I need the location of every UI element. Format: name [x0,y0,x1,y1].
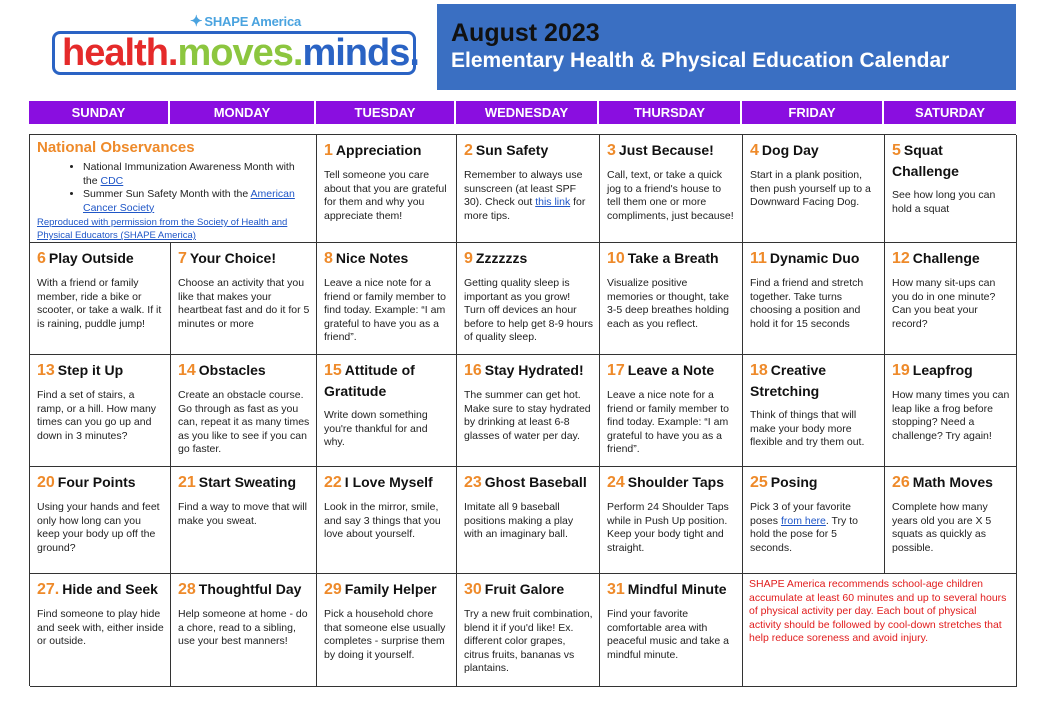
day-description: How many sit-ups can you do in one minute? Can you beat your record? [892,277,996,330]
day-title: I Love Myself [344,474,433,490]
day-number: 2 [464,142,473,159]
day-heading [464,248,593,269]
poses-link[interactable]: from here [780,514,826,527]
day-title: Mindful Minute [627,581,727,597]
day-title: Leapfrog [912,362,973,378]
day-description: Write down something you're thankful for and why. [324,409,428,448]
day-cell-28 [171,574,317,687]
weekday-sunday: SUNDAY [29,101,170,124]
day-heading [37,472,164,493]
day-number: 11 [750,250,767,267]
day-number: 12 [892,250,910,267]
day-cell-5 [885,135,1017,243]
day-title: Play Outside [48,250,134,266]
day-number: 25 [750,474,768,491]
day-description: Find a friend and stretch together. Take turns choosing a position and hold it for 15 seconds [750,277,864,330]
observances-list [37,161,310,215]
day-description: With a friend or family member, ride a bike or scooter, or take a walk. If it is raining, puddle jump! [37,277,162,330]
day-title: Stay Hydrated! [484,362,584,378]
day-description-text: Pick 3 of your favorite poses [750,501,851,527]
day-number: 3 [607,142,616,159]
day-heading [607,360,736,381]
day-number: 1 [324,142,333,159]
day-title: Hide and Seek [62,581,158,597]
day-cell-21 [171,467,317,574]
day-description: Think of things that will make your body more flexible and try them out. [750,409,865,448]
observance-item [83,188,310,215]
day-number: 4 [750,142,759,159]
day-title: Obstacles [198,362,266,378]
day-description: Leave a nice note for a friend or family member to find today. Example: “I am grateful to have you as a friend”. [607,389,729,455]
day-title: Family Helper [344,581,437,597]
day-cell-9 [457,243,600,355]
day-heading [178,472,310,493]
day-number: 5 [892,142,901,159]
day-cell-16 [457,355,600,467]
day-title: Zzzzzzs [475,250,528,266]
day-title: Your Choice! [189,250,276,266]
observance-item [83,161,310,188]
day-number: 17 [607,362,625,379]
weekday-friday: FRIDAY [742,101,884,124]
day-cell-24 [600,467,743,574]
day-heading [37,360,164,381]
day-title: Leave a Note [627,362,715,378]
weekday-tuesday: TUESDAY [316,101,456,124]
shape-america-label: SHAPE America [204,14,302,29]
logo-wordmark [62,31,419,75]
day-cell-1 [317,135,457,243]
page-subtitle: Elementary Health & Physical Education Calendar [451,49,950,72]
day-title: Sun Safety [475,142,549,158]
day-number: 6 [37,250,46,267]
day-description: See how long you can hold a squat [892,189,996,215]
day-number: 19 [892,362,910,379]
day-heading [178,579,310,600]
observance-text: Summer Sun Safety Month with the [83,188,251,200]
day-number: 15 [324,362,342,379]
day-number: 13 [37,362,55,379]
day-title: Shoulder Taps [627,474,724,490]
day-cell-22 [317,467,457,574]
day-number: 8 [324,250,333,267]
day-description: Find your favorite comfortable area with peaceful music and take a mindful minute. [607,608,729,661]
day-cell-15 [317,355,457,467]
day-cell-23 [457,467,600,574]
weekday-header-row [29,101,1016,124]
day-number: 7 [178,250,187,267]
logo-word-minds: minds. [302,32,419,74]
day-description: Leave a nice note for a friend or family member to find today. Example: “I am grateful to have you as a friend”. [324,277,446,343]
day-cell-4 [743,135,885,243]
day-title: Start Sweating [198,474,297,490]
day-description: How many times you can leap like a frog before stopping? Need a challenge? Try again! [892,389,1010,442]
title-banner [437,4,1016,90]
day-heading [464,579,593,600]
day-heading [178,360,310,381]
day-cell-26 [885,467,1017,574]
day-number: 18 [750,362,768,379]
day-heading [464,140,593,161]
day-description-text: . Try to hold the pose for 5 seconds. [750,514,858,554]
day-cell-11 [743,243,885,355]
day-description [750,501,878,555]
day-heading [464,472,593,493]
day-description: Getting quality sleep is important as you grow! Turn off devices an hour before to help get 8-9 hours of quality sleep. [464,277,594,343]
day-cell-27 [30,574,171,687]
day-cell-20 [30,467,171,574]
logo-word-health: health. [62,32,178,74]
activity-recommendation-note [743,574,1017,687]
day-cell-12 [885,243,1017,355]
day-description: Tell someone you care about that you are grateful for them and why you appreciate them! [324,169,447,222]
day-title: Thoughtful Day [198,581,302,597]
day-number: 30 [464,581,482,598]
day-description: Complete how many years old you are X 5 squats as quickly as possible. [892,501,992,554]
day-heading [750,472,878,493]
day-cell-8 [317,243,457,355]
day-description-text: Remember to always use sunscreen (at least SPF 30). Check out [464,169,583,208]
day-description: Create an obstacle course. Go through as fast as you can, repeat it as many times as you like to see if you can go faster. [178,389,310,455]
day-cell-18 [743,355,885,467]
day-cell-2 [457,135,600,243]
day-heading [178,248,310,269]
day-title: Attitude of Gratitude [324,362,415,399]
day-heading [324,472,450,493]
national-observances-cell [30,135,317,243]
day-title: Take a Breath [627,250,719,266]
cdc-link[interactable]: CDC [100,174,124,187]
day-title: Ghost Baseball [484,474,587,490]
day-heading [324,248,450,269]
day-description: Find a way to move that will make you sweat. [178,501,307,527]
day-title: Challenge [912,250,980,266]
day-number: 29 [324,581,342,598]
day-heading [892,360,1010,381]
day-heading [607,140,736,161]
day-description: Find someone to play hide and seek with, either inside or outside. [37,608,164,647]
day-description: Pick a household chore that someone else usually completes - surprise them by doing it yourself. [324,608,446,661]
health-moves-minds-logo [52,10,422,80]
day-title: Dog Day [761,142,819,158]
day-heading [892,248,1010,269]
day-description: Using your hands and feet only how long can you keep your body up off the ground? [37,501,160,554]
day-number: 22 [324,474,342,491]
day-number: 27. [37,581,60,598]
day-heading [324,360,450,401]
day-title: Appreciation [335,142,422,158]
star-person-icon: ✦ [190,13,203,30]
reproduced-with-permission-link[interactable]: Reproduced with permission from the Society of Health and Physical Educators (SHAPE America) [37,217,288,241]
weekday-wednesday: WEDNESDAY [456,101,599,124]
day-heading [607,472,736,493]
day-description: Look in the mirror, smile, and say 3 things that you love about yourself. [324,501,441,540]
day-number: 31 [607,581,625,598]
weekday-monday: MONDAY [170,101,316,124]
observance-text: National Immunization Awareness Month with the [83,161,295,187]
day-heading [892,472,1010,493]
day-heading [607,579,736,600]
day-heading [464,360,593,381]
day-title: Squat Challenge [892,142,959,179]
day-title: Dynamic Duo [769,250,860,266]
american-cancer-society-link[interactable]: American Cancer Society [83,188,295,214]
day-cell-31 [600,574,743,687]
day-heading [750,140,878,161]
recommendation-text: SHAPE America recommends school-age children accumulate at least 60 minutes and up to several hours of physical activity per day. Each bout of physical activity should be followed by cool-down stretches that help reduce soreness and avoid injury. [749,578,1007,644]
day-title: Creative Stretching [750,362,827,399]
day-cell-3 [600,135,743,243]
day-cell-10 [600,243,743,355]
day-heading [37,579,164,600]
day-title: Posing [770,474,818,490]
observances-title: National Observances [37,139,195,156]
day-title: Step it Up [57,362,124,378]
shape-america-mark [190,12,301,30]
day-description: Visualize positive memories or thought, take 3-5 deep breathes holding each as you reflect. [607,277,730,330]
day-number: 26 [892,474,910,491]
weekday-saturday: SATURDAY [884,101,1016,124]
day-cell-7 [171,243,317,355]
day-number: 9 [464,250,473,267]
day-description: Start in a plank position, then push yourself up to a Downward Facing Dog. [750,169,871,208]
day-description: Try a new fruit combination, blend it if you'd like! Ex. different color grapes, citrus fruits, bananas vs plantains. [464,608,593,674]
day-number: 10 [607,250,625,267]
day-number: 16 [464,362,482,379]
day-number: 20 [37,474,55,491]
day-heading [607,248,736,269]
logo-word-moves: moves. [177,32,303,74]
day-description: Help someone at home - do a chore, read to a sibling, use your best manners! [178,608,308,647]
day-cell-14 [171,355,317,467]
page-title: August 2023 [451,19,600,47]
day-cell-19 [885,355,1017,467]
day-description [464,169,593,223]
day-description: Call, text, or take a quick jog to a friend's house to tell them one or more compliments, just because! [607,169,734,222]
day-heading [37,248,164,269]
day-cell-29 [317,574,457,687]
day-heading [750,360,878,401]
day-cell-17 [600,355,743,467]
day-cell-30 [457,574,600,687]
day-description: Imitate all 9 baseball positions making a play with an imaginary ball. [464,501,574,540]
day-cell-25 [743,467,885,574]
day-number: 24 [607,474,625,491]
day-number: 28 [178,581,196,598]
day-title: Math Moves [912,474,993,490]
calendar-grid [29,134,1016,686]
sun-safety-link[interactable]: this link [535,196,571,208]
day-description: The summer can get hot. Make sure to stay hydrated by drinking at least 6-8 glasses of water per day. [464,389,591,442]
day-title: Four Points [57,474,136,490]
weekday-thursday: THURSDAY [599,101,742,124]
day-title: Fruit Galore [484,581,565,597]
day-title: Nice Notes [335,250,409,266]
day-description-text: for more tips. [464,196,586,222]
day-description: Choose an activity that you like that makes your heartbeat fast and do it for 5 minutes or more [178,277,310,330]
day-description: Find a set of stairs, a ramp, or a hill. How many times can you go up and down in 3 minutes? [37,389,157,442]
day-title: Just Because! [618,142,714,158]
day-heading [324,579,450,600]
day-heading [892,140,1010,181]
day-heading [324,140,450,161]
day-description: Perform 24 Shoulder Taps while in Push Up position. Keep your body tight and straight. [607,501,729,554]
day-heading [750,248,878,269]
day-number: 21 [178,474,196,491]
day-cell-6 [30,243,171,355]
day-number: 14 [178,362,196,379]
day-number: 23 [464,474,482,491]
day-cell-13 [30,355,171,467]
